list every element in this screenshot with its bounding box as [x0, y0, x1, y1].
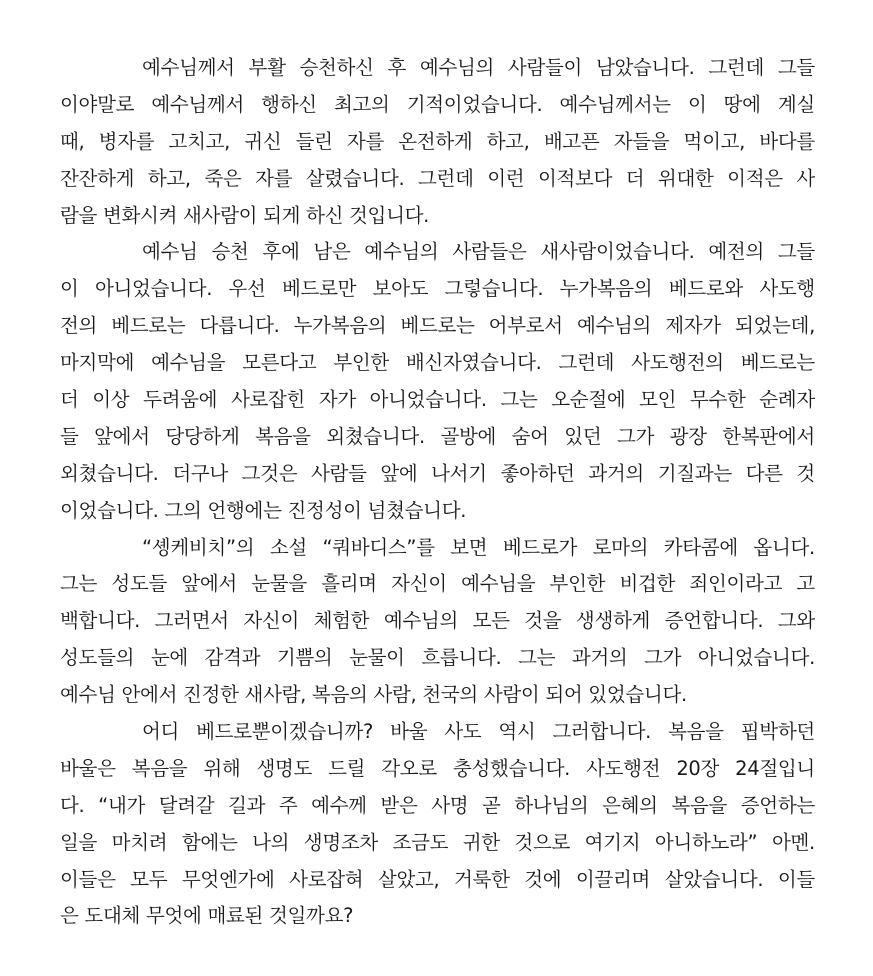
- word: 이상: [92, 388, 130, 412]
- word: 예수님께서는: [559, 92, 671, 116]
- word: 후에: [262, 240, 300, 264]
- paragraph-4-line-4: [60, 825, 815, 862]
- word: 누가복음의: [559, 277, 653, 301]
- paragraph-1-line-4: [60, 161, 815, 198]
- word: 온전하게: [398, 129, 473, 153]
- word: 증언합니다.: [664, 609, 764, 633]
- word: 살렸습니다.: [305, 166, 405, 190]
- word: 이런: [487, 166, 525, 190]
- word: 사도행전: [586, 756, 661, 780]
- word: 예수님께서: [151, 92, 244, 116]
- word: 베드로는: [400, 314, 475, 338]
- paragraph-2-line-8: 이었습니다. 그의 언행에는 진정성이 넘쳤습니다.: [60, 498, 467, 522]
- paragraph-1-line-3: [60, 124, 815, 161]
- word: 그와: [777, 609, 815, 633]
- word: 마지막에: [60, 351, 135, 375]
- word: 달려갈: [158, 793, 215, 817]
- word: 복음을: [255, 424, 311, 448]
- word: 골방에: [440, 424, 497, 448]
- word: 베드로는: [111, 314, 186, 338]
- paragraph-1-line-5: 람을 변화시켜 새사람이 되게 하신 것입니다.: [60, 203, 430, 227]
- word: 베드로가: [502, 535, 578, 559]
- word: 승천하신: [299, 56, 374, 79]
- word: 더구나: [172, 461, 228, 485]
- word: 자를: [255, 166, 293, 190]
- word: 복음을: [131, 756, 188, 780]
- word: 외쳤습니다.: [326, 424, 425, 448]
- word: 기적이었습니다.: [406, 92, 543, 116]
- word: 들: [60, 424, 79, 448]
- word: 생명도: [256, 756, 313, 780]
- word: “쿼바디스”를: [322, 535, 435, 559]
- word: 예수님을: [151, 351, 226, 375]
- word: 베드로만: [282, 277, 357, 301]
- paragraph-2-line-1: [60, 234, 815, 271]
- word: 그는: [60, 572, 98, 596]
- word: 그들: [777, 240, 815, 264]
- paragraph-1-line-2: [60, 87, 815, 124]
- word: 행하신: [261, 92, 317, 116]
- document-body: [60, 50, 815, 935]
- word: 고치고,: [168, 129, 231, 153]
- word: 핍박하던: [740, 720, 815, 744]
- word: 예수께: [311, 793, 367, 817]
- word: 모두: [130, 867, 168, 891]
- paragraph-3-line-1: [60, 530, 815, 567]
- word: 이들: [777, 867, 815, 891]
- word: 카타콤에: [663, 535, 738, 559]
- word: 은혜의: [602, 793, 658, 817]
- word: 위해: [203, 756, 241, 780]
- word: 베드로는: [740, 351, 815, 375]
- word: 그런데: [418, 166, 474, 190]
- word: 승천: [211, 240, 249, 264]
- word: 있던: [564, 424, 602, 448]
- word: 사명: [431, 793, 469, 817]
- paragraph-4-line-3: [60, 788, 815, 825]
- word: 성도들: [111, 572, 168, 596]
- word: 배신자였습니다.: [405, 351, 542, 375]
- word: 어디: [142, 720, 180, 744]
- word: 모른다고: [242, 351, 317, 375]
- word: 곧: [481, 793, 501, 817]
- word: 보면: [450, 535, 488, 559]
- word: 이들은: [60, 867, 116, 891]
- word: 것에: [524, 867, 562, 891]
- word: 부활: [248, 56, 286, 79]
- paragraph-3-line-5: 예수님 안에서 진정한 새사람, 복음의 사람, 천국의 사람이 되어 있었습니다.: [60, 683, 687, 707]
- word: 예수님께서: [142, 56, 235, 79]
- word: 기질과는: [657, 461, 732, 485]
- word: 그는: [518, 646, 556, 670]
- word: 전의: [60, 314, 98, 338]
- word: 아니었습니다.: [697, 646, 815, 670]
- paragraph-3-line-4: [60, 640, 815, 677]
- paragraph-2-line-5: [60, 382, 815, 419]
- word: 그러합니다.: [552, 720, 652, 744]
- word: 그러면서: [154, 609, 229, 633]
- word: 남은: [313, 240, 351, 264]
- word: 순례자: [759, 388, 815, 412]
- word: 누가복음의: [293, 314, 387, 338]
- word: 광장: [669, 424, 707, 448]
- word: 이적보다: [537, 166, 613, 190]
- word: 눈물이: [349, 646, 405, 670]
- word: 24절입니: [735, 756, 815, 780]
- word: 되었는데,: [734, 314, 815, 338]
- word: 후: [387, 56, 407, 79]
- paragraph-1-line-1: [60, 50, 815, 87]
- word: 살았고,: [377, 867, 440, 891]
- word: “솅케비치”의: [142, 535, 255, 559]
- word: 충성했습니다.: [452, 756, 571, 780]
- word: 무수한: [689, 388, 746, 412]
- word: 사로잡힌: [230, 388, 306, 412]
- paragraph-3-line-3: [60, 603, 815, 640]
- word: 그는: [500, 388, 538, 412]
- word: 예수님을: [461, 572, 536, 596]
- word: 이적은: [727, 166, 783, 190]
- word: 각오로: [381, 756, 437, 780]
- word: 복음을: [668, 720, 724, 744]
- paragraph-4-line-5: [60, 862, 815, 899]
- word: 그런데: [558, 351, 615, 375]
- word: 새사람이었습니다.: [540, 240, 695, 264]
- word: 자를: [346, 129, 384, 153]
- paragraph-4-line-1: [60, 714, 815, 751]
- word: 예수님: [142, 240, 198, 264]
- word: 아니하노라”: [654, 830, 758, 854]
- word: 사: [796, 166, 815, 190]
- word: 좋아하던: [500, 461, 575, 485]
- paragraph-4-line-2: [60, 751, 815, 788]
- word: 것: [796, 461, 815, 485]
- word: 흐릅니다.: [421, 646, 502, 670]
- word: 20장: [676, 756, 720, 780]
- word: 예수님의: [383, 609, 458, 633]
- word: 성도들의: [60, 646, 135, 670]
- word: 들린: [295, 129, 333, 153]
- word: 이야말로: [60, 92, 135, 116]
- word: 죽은: [204, 166, 242, 190]
- word: 바울: [390, 720, 428, 744]
- word: 증언하는: [740, 793, 815, 817]
- word: 소설: [269, 535, 307, 559]
- word: 생생하게: [575, 609, 651, 633]
- word: 이: [60, 277, 79, 301]
- word: 여기지: [584, 830, 641, 854]
- word: 귀신: [244, 129, 282, 153]
- word: 그것은: [241, 461, 298, 485]
- word: 로마의: [592, 535, 649, 559]
- word: 자들을: [613, 129, 670, 153]
- word: 아니었습니다.: [369, 388, 487, 412]
- word: 기쁨의: [276, 646, 333, 670]
- word: 그들: [777, 56, 815, 79]
- word: 아니었습니다.: [94, 277, 213, 301]
- word: 주: [278, 793, 298, 817]
- word: 길과: [228, 793, 266, 817]
- word: 하고,: [486, 129, 530, 153]
- word: 더: [625, 166, 645, 190]
- word: 앞에: [380, 461, 418, 485]
- word: 하나님의: [514, 793, 589, 817]
- word: 어부로서: [488, 314, 563, 338]
- word: 숨어: [511, 424, 549, 448]
- word: 비겁한: [619, 572, 676, 596]
- word: 부인한: [333, 351, 389, 375]
- word: 최고의: [333, 92, 390, 116]
- word: 바울은: [60, 756, 116, 780]
- paragraph-2-line-4: [60, 345, 815, 382]
- word: 거룩한: [454, 867, 510, 891]
- word: 다른: [745, 461, 783, 485]
- word: 나의: [252, 830, 290, 854]
- word: 자신이: [391, 572, 447, 596]
- word: 눈에: [150, 646, 188, 670]
- word: 함에는: [181, 830, 238, 854]
- word: 사도: [444, 720, 482, 744]
- word: 사람들이: [507, 56, 583, 79]
- word: 아멘.: [771, 830, 815, 854]
- word: 것으로: [514, 830, 571, 854]
- paragraph-2-line-3: [60, 308, 815, 345]
- word: 때,: [60, 129, 85, 153]
- paragraph-4-line-6: 은 도대체 무엇에 매료된 것일까요?: [60, 904, 354, 928]
- word: 베드로뿐이겠습니까?: [196, 720, 374, 744]
- word: 무엇엔가에: [181, 867, 275, 891]
- word: 사도행: [759, 277, 815, 301]
- word: 사로잡혀: [289, 867, 364, 891]
- word: 드릴: [328, 756, 366, 780]
- word: 예전의: [708, 240, 765, 264]
- word: 자신이: [243, 609, 300, 633]
- word: 하고,: [147, 166, 191, 190]
- word: 잔잔하게: [60, 166, 135, 190]
- word: 부인한: [549, 572, 606, 596]
- word: 예수님의: [576, 314, 652, 338]
- word: 보아도: [372, 277, 429, 301]
- word: 체험한: [313, 609, 370, 633]
- word: 마치려: [111, 830, 168, 854]
- word: 그런데: [708, 56, 765, 79]
- word: 모인: [639, 388, 677, 412]
- word: 외쳤습니다.: [60, 461, 159, 485]
- word: 것을: [524, 609, 562, 633]
- word: 조금도: [392, 830, 449, 854]
- word: 배고픈: [543, 129, 600, 153]
- paragraph-3-line-2: [60, 566, 815, 603]
- word: 살았습니다.: [664, 867, 764, 891]
- word: 위대한: [657, 166, 714, 190]
- word: 앞에서: [94, 424, 150, 448]
- word: 이: [687, 92, 707, 116]
- paragraph-2-line-7: [60, 456, 815, 493]
- word: 과거의: [588, 461, 644, 485]
- word: 계실: [777, 92, 815, 116]
- word: 사람들: [311, 461, 367, 485]
- word: 두려움에: [143, 388, 218, 412]
- word: 생명조차: [303, 830, 378, 854]
- word: 나서기: [431, 461, 487, 485]
- word: 눈물을: [251, 572, 307, 596]
- word: 흘리며: [321, 572, 377, 596]
- word: 땅에: [723, 92, 761, 116]
- word: 귀한: [462, 830, 500, 854]
- word: 일을: [60, 830, 98, 854]
- word: 더: [60, 388, 79, 412]
- word: 먹이고,: [683, 129, 746, 153]
- word: “내가: [98, 793, 146, 817]
- word: 옵니다.: [753, 535, 815, 559]
- word: 사도행전의: [631, 351, 724, 375]
- word: 죄인이라고: [689, 572, 783, 596]
- word: 그가: [616, 424, 655, 448]
- word: 사람들은: [452, 240, 527, 264]
- word: 제자가: [665, 314, 721, 338]
- word: 당당하게: [165, 424, 240, 448]
- word: 백합니다.: [60, 609, 141, 633]
- word: 예수님의: [419, 56, 495, 79]
- word: 역시: [498, 720, 536, 744]
- paragraph-2-line-6: [60, 419, 815, 456]
- word: 다.: [60, 793, 85, 817]
- word: 복음을: [671, 793, 728, 817]
- word: 받은: [380, 793, 418, 817]
- word: 예수님의: [364, 240, 439, 264]
- word: 이끌리며: [575, 867, 651, 891]
- word: 그가: [644, 646, 682, 670]
- word: 남았습니다.: [595, 56, 695, 79]
- word: 과거의: [571, 646, 628, 670]
- word: 베드로와: [668, 277, 743, 301]
- word: 바다를: [759, 129, 815, 153]
- paragraph-2-line-2: [60, 271, 815, 308]
- word: 한복판에서: [722, 424, 815, 448]
- word: 자가: [318, 388, 356, 412]
- word: 모든: [472, 609, 510, 633]
- word: 그렇습니다.: [444, 277, 544, 301]
- word: 고: [796, 572, 815, 596]
- word: 병자를: [98, 129, 155, 153]
- word: 다릅니다.: [199, 314, 280, 338]
- word: 우선: [228, 277, 266, 301]
- word: 감격과: [204, 646, 261, 670]
- word: 오순절에: [551, 388, 626, 412]
- word: 앞에서: [181, 572, 237, 596]
